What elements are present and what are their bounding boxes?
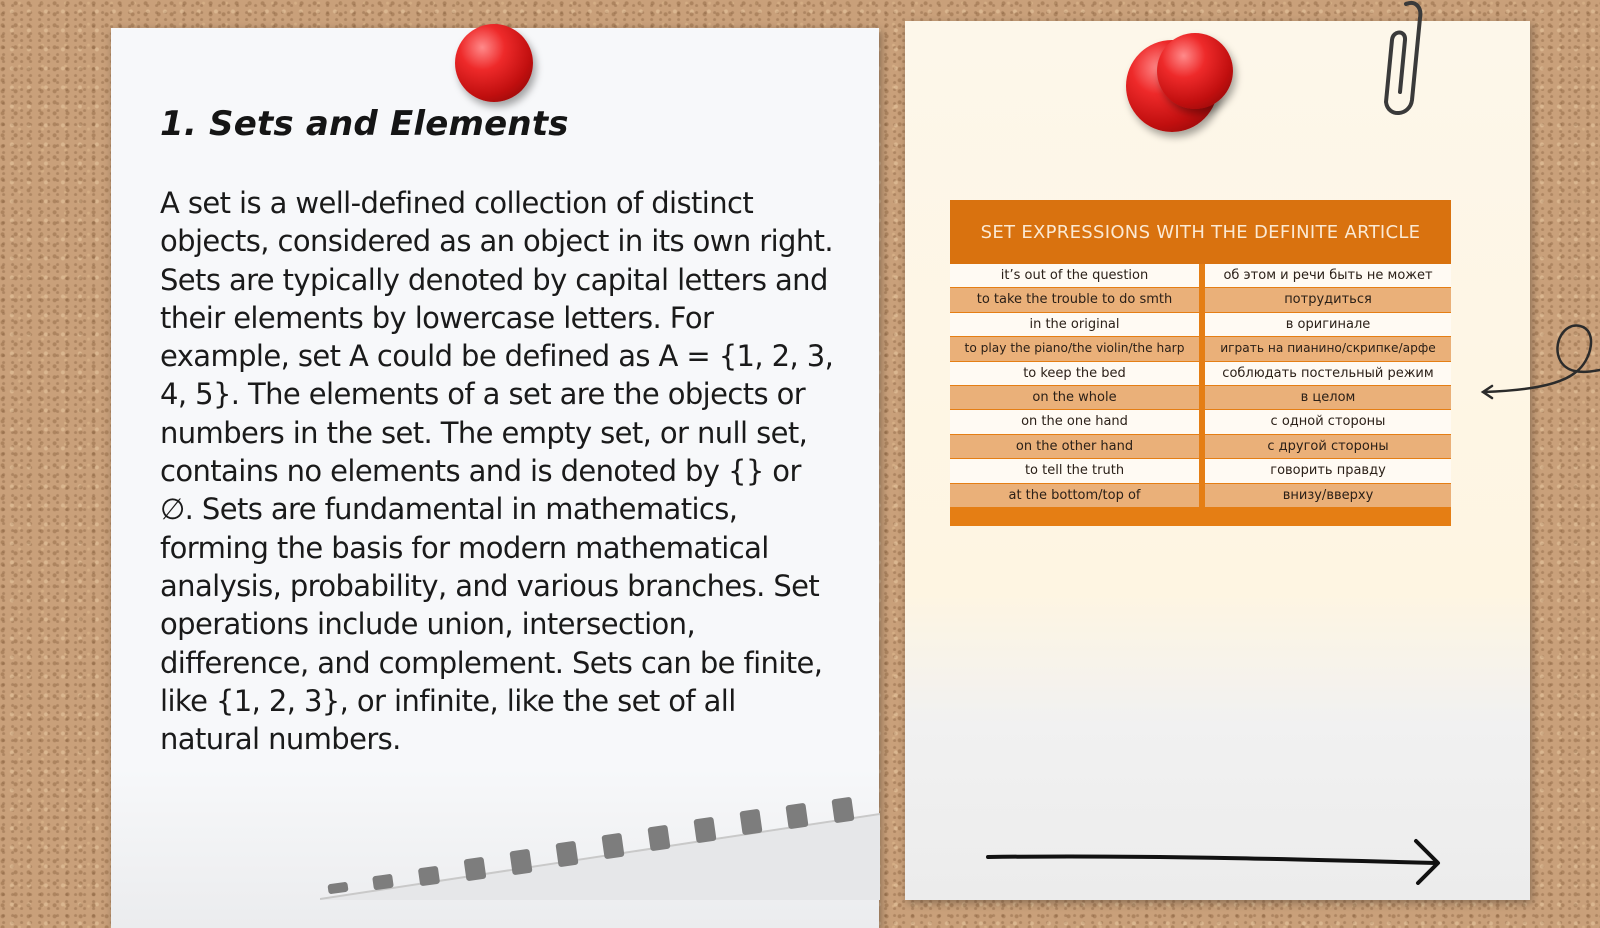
russian-cell: с другой стороны: [1205, 435, 1451, 458]
slide-body-text: A set is a well-defined collection of distinct objects, considered as an object in its own right. Sets are typically denoted by capital letters and their elements by lowercase letters. For example, set A could be defined as A = {1, 2, 3, 4, 5}. The elements of a set are the objects or numbers in the set. The empty set, or null set, contains no elements and is denoted by {} or ∅. Sets are fundamental in mathematics, forming the basis for modern mathematical analysis, probability, and various branches. Set operations include union, intersection, difference, and complement. Sets can be finite, like {1, 2, 3}, or infinite, like the set of all natural numbers.: [160, 186, 834, 757]
arrow-right-icon: [986, 835, 1446, 885]
russian-cell: соблюдать постельный режим: [1205, 362, 1451, 385]
pushpin-icon: [1157, 33, 1233, 109]
table-row: [950, 264, 1451, 288]
left-note-paper: [111, 28, 879, 928]
table-row: [950, 435, 1451, 459]
russian-cell: внизу/вверху: [1205, 484, 1451, 507]
russian-cell: в оригинале: [1205, 313, 1451, 336]
paperclip-icon: [1376, 0, 1426, 125]
table-row: [950, 362, 1451, 386]
english-cell: in the original: [950, 313, 1199, 336]
table-row: [950, 313, 1451, 337]
table-title: SET EXPRESSIONS WITH THE DEFINITE ARTICLE: [950, 200, 1451, 264]
russian-cell: с одной стороны: [1205, 410, 1451, 433]
russian-cell: говорить правду: [1205, 459, 1451, 482]
russian-cell: об этом и речи быть не может: [1205, 264, 1451, 287]
table-row: [950, 484, 1451, 508]
english-cell: on the whole: [950, 386, 1199, 409]
table-row: [950, 386, 1451, 410]
english-cell: on the other hand: [950, 435, 1199, 458]
russian-cell: в целом: [1205, 386, 1451, 409]
english-cell: on the one hand: [950, 410, 1199, 433]
english-cell: at the bottom/top of: [950, 484, 1199, 507]
table-row: [950, 337, 1451, 361]
table-row: [950, 288, 1451, 312]
table-row: [950, 459, 1451, 483]
slide-heading: 1. Sets and Elements: [160, 104, 569, 144]
english-cell: to tell the truth: [950, 459, 1199, 482]
english-cell: it’s out of the question: [950, 264, 1199, 287]
pushpin-icon: [455, 24, 533, 102]
russian-cell: играть на пианино/скрипке/арфе: [1205, 337, 1451, 360]
expressions-table: [950, 200, 1451, 526]
torn-paper-edge: [320, 795, 880, 900]
table-rows: [950, 264, 1451, 508]
table-row: [950, 410, 1451, 434]
english-cell: to play the piano/the violin/the harp: [950, 337, 1199, 360]
english-cell: to keep the bed: [950, 362, 1199, 385]
english-cell: to take the trouble to do smth: [950, 288, 1199, 311]
squiggle-arrow-icon: [1480, 310, 1600, 410]
russian-cell: потрудиться: [1205, 288, 1451, 311]
